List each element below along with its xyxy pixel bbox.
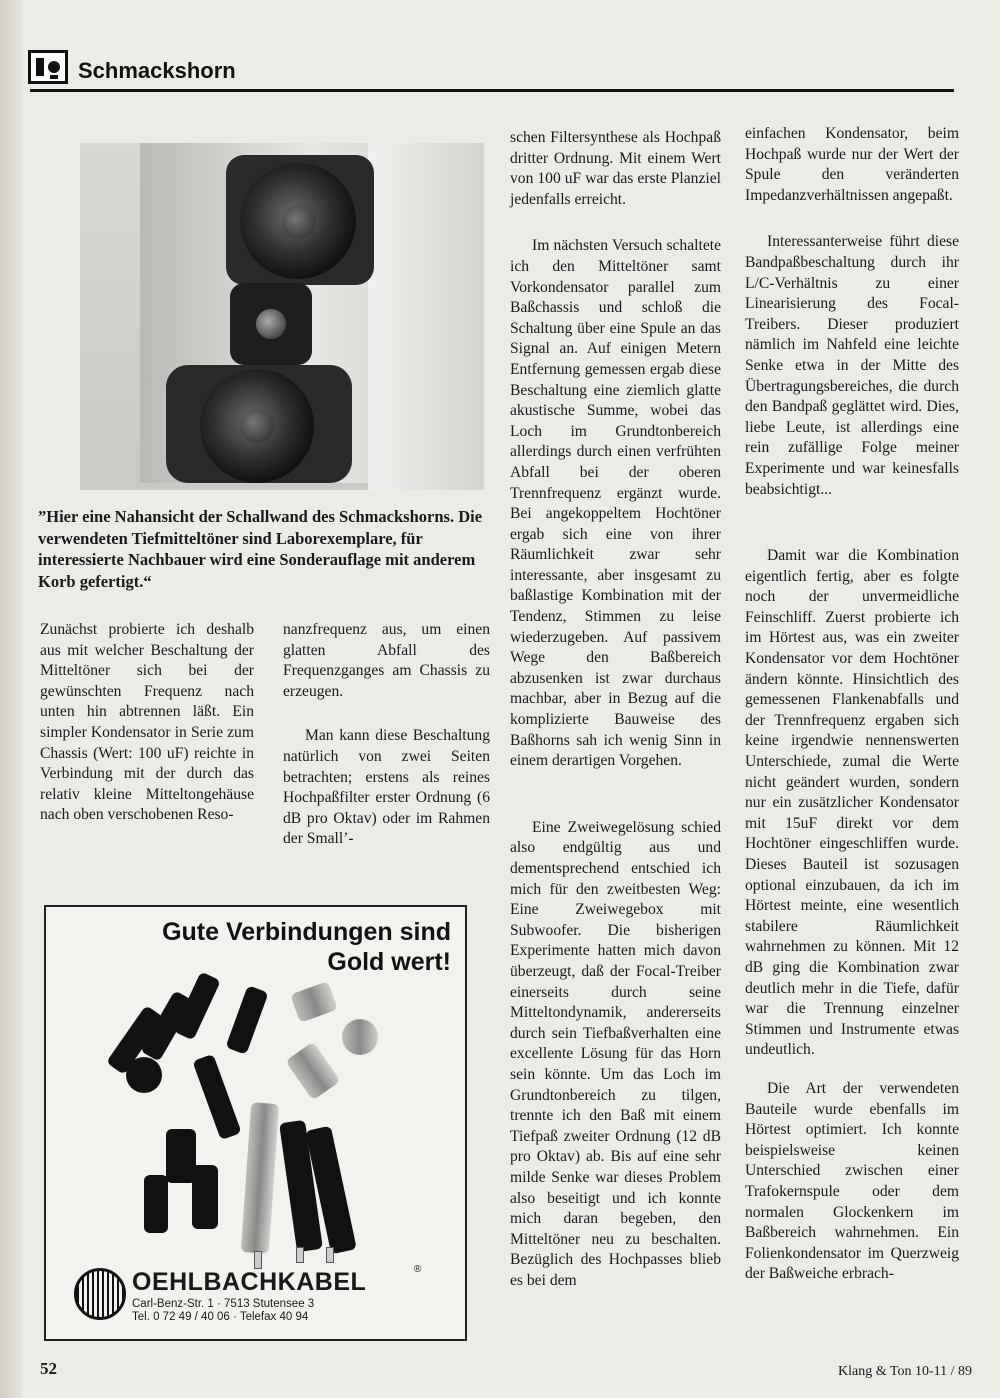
ad-address-line: Carl-Benz-Str. 1 · 7513 Stutensee 3 xyxy=(132,1298,315,1310)
ad-headline xyxy=(162,917,451,977)
paragraph: Man kann diese Beschaltung natürlich von zwei Seiten betrachten; erstens als reines Hochpaßfilter erster Ordnung (6 dB pro Oktav) oder im Rahmen der Small’- xyxy=(283,727,490,848)
text-column-2 xyxy=(283,620,490,850)
paragraph: einfachen Kondensator, beim Hochpaß wurde nur der Wert der Spule den veränderten Impedanzverhältnissen angepaßt. xyxy=(745,125,959,204)
registered-mark: ® xyxy=(414,1264,422,1275)
tweeter-icon xyxy=(230,283,312,365)
speaker-photo xyxy=(80,143,484,490)
ad-phone-line: Tel. 0 72 49 / 40 06 · Telefax 40 94 xyxy=(132,1311,309,1323)
ad-headline-line: Gute Verbindungen sind xyxy=(162,918,451,946)
advertisement xyxy=(44,905,467,1341)
paragraph: Eine Zweiwegelösung schied also endgültig aus und dementsprechend entschied ich mich für den zweitbesten Weg: Eine Zweiwegebox mit Subwoofer. Die bisherigen Experimente hatten mich davon überzeugt, daß der Focal-Treiber einerseits durch seine Mitteltondynamik, andererseits durch sein Tiefbaßverhalten eine excellente Lösung für das Horn sein könnte. Um das Loch im Grundtonbereich zu tilgen, trennte ich den Baß mit einem Tiefpaß zweiter Ordnung (12 dB pro Oktav) ab. Bis auf eine sehr milde Senke war dieses Problem also beseitigt und ich konnte mich daran begeben, den Mitteltöner neu zu beschalten. Bezüglich des Hochpasses blieb es bei dem xyxy=(510,818,721,1289)
photo-caption: ”Hier eine Nahansicht der Schallwand des Schmackshorns. Die verwendeten Tiefmitteltöner sind Laborexemplare, für interessierte Nachbauer wird eine Sonderauflage mit anderem Korb gefertigt.“ xyxy=(38,507,483,591)
cable-coil-icon xyxy=(74,1268,126,1320)
ad-brand-name: OEHLBACHKABEL xyxy=(132,1268,367,1296)
paragraph: Zunächst probierte ich deshalb aus mit welcher Beschaltung der Mitteltöner sich bei der gewünschten Frequenz nach unten hin abtrennen läßt. Ein simpler Kondensator in Serie zum Chassis (Wert: 100 uF) reichte in Verbindung mit der durch das relativ kleine Mitteltongehäuse nach oben verschobenen Reso- xyxy=(40,621,254,824)
text-column-1 xyxy=(40,620,254,826)
page-edge xyxy=(0,0,22,1398)
woofer-bottom-icon xyxy=(166,365,352,483)
paragraph: schen Filtersynthese als Hochpaß dritter Ordnung. Mit einem Wert von 100 uF war das erste Planziel jedenfalls erreicht. xyxy=(510,129,721,208)
ad-headline-line: Gold wert! xyxy=(327,948,451,976)
magazine-issue: Klang & Ton 10-11 / 89 xyxy=(838,1364,972,1379)
page-number: 52 xyxy=(40,1359,57,1378)
paragraph: Damit war die Kombination eigentlich fertig, aber es folgte noch der unvermeidliche Feinschliff. Zuerst probierte ich im Hörtest aus, was ein zweiter Kondensator vor dem Hochtöner ändern könnte. Hinsichtlich des gemessenen Flankenabfalls und der Trennfrequenz ergaben sich keine irgendwie nennenswerten Unterschiede, zumal die Werte nicht geändert wurden, sondern nur ein zusätzlicher Kondensator mit 15uF direkt vor dem Hochtöner eingeschliffen wurde. Dieses Bauteil ist sozusagen optional einzubauen, da ich im Hörtest meinte, eine wesentlich stabilere Räumlichkeit wahrnehmen zu können. Mit 12 dB ging die Kombination zwar deutlich mehr in die Tiefe, dafür war die Trennung einzelner Stimmen und Instrumente etwas undeutlich. xyxy=(745,547,959,1059)
ad-address xyxy=(132,1298,314,1324)
text-column-3 xyxy=(510,128,721,1291)
section-logo-icon xyxy=(28,50,68,84)
paragraph: nanzfrequenz aus, um einen glatten Abfall des Frequenzganges am Chassis zu erzeugen. xyxy=(283,621,490,700)
paragraph: Die Art der verwendeten Bauteile wurde ebenfalls im Hörtest optimiert. Ich konnte beispielsweise keinen Unterschied zwischen einer Trafokernspule oder dem normalen Glockenkern im Baßbereich wahrnehmen. Ein Folienkondensator im Querzweig der Baßweiche erbrach- xyxy=(745,1079,959,1283)
text-column-4 xyxy=(745,124,959,1285)
woofer-top-icon xyxy=(226,155,374,285)
section-title: Schmackshorn xyxy=(78,58,236,83)
paragraph: Im nächsten Versuch schaltete ich den Mitteltöner samt Vorkondensator parallel zum Baßchassis und schloß die Schaltung über eine Spule an das Signal an. Auf einigen Metern Entfernung gemessen ergab diese Beschaltung eine ziemlich glatte akustische Summe, wobei das Loch im Grundtonbereich allerdings durch einen verfrühten Abfall bei der oberen Trennfrequenz ergänzt wurde. Bei angekoppeltem Hochtöner ergab sich eine von ihrer Räumlichkeit zwar sehr interessante, aber insgesamt zu baßlastige Kombination mit der Tendenz, Stimmen zu leise wiederzugeben. Auf passivem Wege den Baßbereich abzusenken ist zwar durchaus machbar, aber in Bezug auf die komplizierte Bauweise des Baßhorns sah ich wenig Sinn in einem derartigen Vorgehen. xyxy=(510,237,721,770)
paragraph: Interessanterweise führt diese Bandpaßbeschaltung durch ihr L/C-Verhältnis zu einer Linearisierung des Focal-Treibers. Dieser produziert nämlich im Nahfeld eine leichte Senke etwa in der Mitte des Übertragungsbereiches, die durch den Bandpaß geglättet wird. Dies, liebe Leute, ist allerdings eine rein zufällige Folge meiner Experimente und war keinesfalls beabsichtigt... xyxy=(745,233,959,498)
header-rule xyxy=(30,89,954,92)
